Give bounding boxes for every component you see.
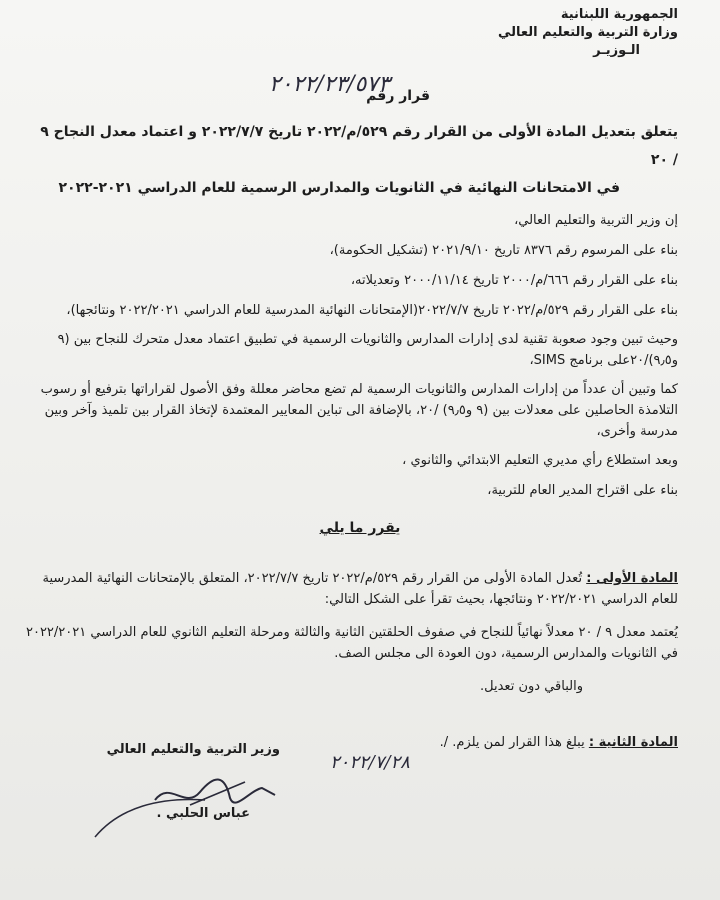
preamble-consultation: وبعد استطلاع رأي مديري التعليم الابتدائي والثانوي ، bbox=[402, 453, 678, 468]
decides-text: يقرر ما يلي bbox=[319, 520, 401, 536]
preamble-minister: إن وزير التربية والتعليم العالي، bbox=[514, 213, 678, 228]
letterhead-ministry: وزارة التربية والتعليم العالي bbox=[497, 25, 678, 40]
subject-line-1: يتعلق بتعديل المادة الأولى من القرار رقم ٥٢٩/م/٢٠٢٢ تاريخ ٢٠٢٢/٧/٧ و اعتماد معدل النجاح ٩ / ٢٠ bbox=[40, 124, 678, 168]
decree-label: قرار رقم bbox=[366, 88, 430, 104]
article-1 bbox=[23, 568, 678, 697]
handwritten-date: ٢٠٢٢/٧/٢٨ bbox=[330, 752, 410, 773]
signature-flourish-icon bbox=[90, 792, 210, 842]
decree-subject bbox=[38, 118, 678, 202]
preamble-proposal: بناء على اقتراح المدير العام للتربية، bbox=[487, 483, 678, 498]
letterhead-minister: الـوزيـر bbox=[593, 43, 640, 58]
signatory-title: وزير التربية والتعليم العالي bbox=[106, 742, 280, 757]
preamble-reports: كما وتبين أن عدداً من إدارات المدارس والثانويات الرسمية لم تضع محاضر معللة وفق الأصول لقراراتها بترفيع أو رسوب التلامذة الحاصلين على معدلات بين (٩ و٩٫٥) /٢٠، بالإضافة الى تباين المعايير المعتمدة لإتخاذ القرار بين تلميذ وآخر وبين مدرسة وأخرى، bbox=[40, 382, 678, 439]
article-1-label: المادة الأولى : bbox=[586, 571, 678, 586]
subject-line-2: في الامتحانات النهائية في الثانويات والمدارس الرسمية للعام الدراسي ٢٠٢١-٢٠٢٢ bbox=[58, 180, 620, 196]
article-1-rest: والباقي دون تعديل. bbox=[480, 679, 583, 694]
letterhead-republic: الجمهورية اللبنانية bbox=[560, 7, 678, 22]
preamble bbox=[23, 210, 678, 501]
decides-heading bbox=[0, 520, 720, 536]
letterhead bbox=[458, 6, 678, 60]
preamble-decree-8376: بناء على المرسوم رقم ٨٣٧٦ تاريخ ٢٠٢١/٩/١٠ (تشكيل الحكومة)، bbox=[329, 243, 678, 258]
preamble-decision-529: بناء على القرار رقم ٥٢٩/م/٢٠٢٢ تاريخ ٢٠٢٢/٧/٧(الإمتحانات النهائية المدرسية للعام الدراسي ٢٠٢٢/٢٠٢١ ونتائجها)، bbox=[66, 303, 678, 318]
preamble-decision-666: بناء على القرار رقم ٦٦٦/م/٢٠٠٠ تاريخ ٢٠٠٠/١١/١٤ وتعديلاته، bbox=[350, 273, 678, 288]
article-1-quote: يُعتمد معدل ٩ / ٢٠ معدلاً نهائياً للنجاح في صفوف الحلقتين الثانية والثالثة ومرحلة التعليم الثانوي للعام الدراسي ٢٠٢٢/٢٠٢١ في الثانويات والمدارس الرسمية، دون العودة الى مجلس الصف. bbox=[25, 625, 678, 661]
article-2-label: المادة الثانية : bbox=[588, 735, 678, 750]
article-1-text: تُعدل المادة الأولى من القرار رقم ٥٢٩/م/٢٠٢٢ تاريخ ٢٠٢٢/٧/٧، المتعلق بالإمتحانات النهائية المدرسية للعام الدراسي ٢٠٢٢/٢٠٢١ ونتائجها، بحيث تقرأ على الشكل التالي: bbox=[42, 571, 678, 607]
decree-number: ٢٠٢٢/٢٣/٥٧٣ bbox=[268, 72, 390, 97]
article-2-text: يبلغ هذا القرار لمن يلزم. /. bbox=[439, 735, 585, 750]
article-1-paragraph bbox=[23, 568, 678, 610]
signatory-name: عباس الحلبي . bbox=[156, 806, 250, 821]
preamble-technical-difficulty: وحيث تبين وجود صعوبة تقنية لدى إدارات المدارس والثانويات الرسمية في تطبيق اعتماد معدل متحرك للنجاح بين (٩ و٩٫٥)/٢٠على برنامج SIMS، bbox=[57, 332, 678, 368]
